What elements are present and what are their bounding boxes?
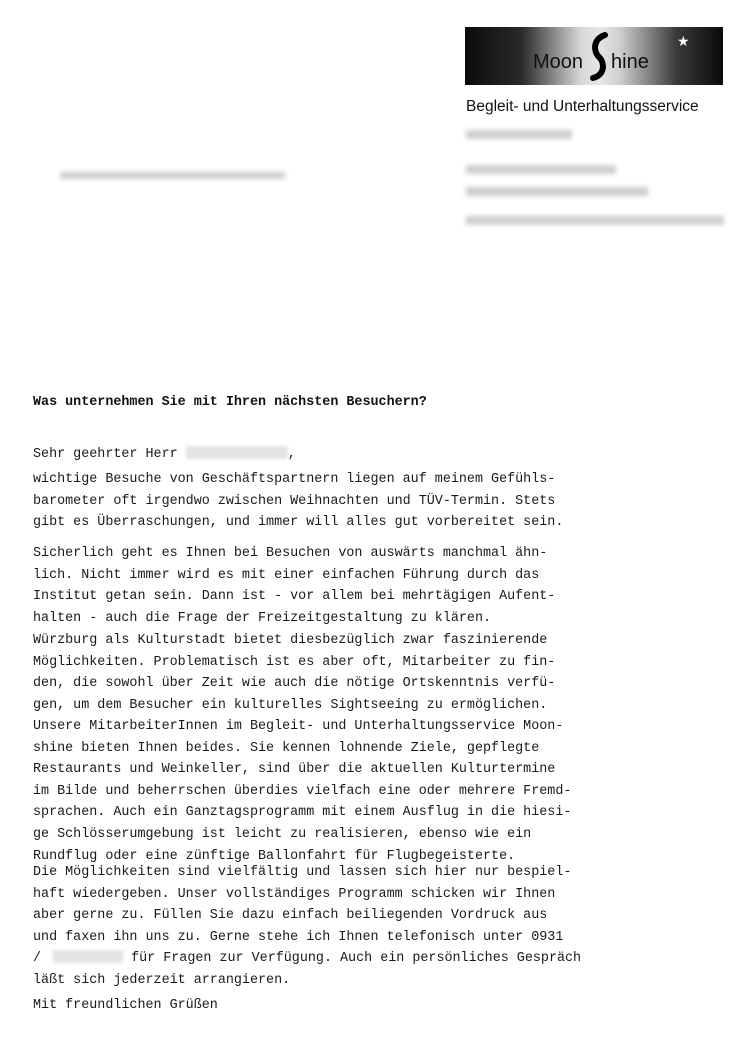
redacted-street: [466, 216, 724, 225]
paragraph-1: wichtige Besuche von Geschäftspartnern liegen auf meinem Gefühls- barometer oft irgendwo zwischen Weihnachten und TÜV-Termin. Stets gibt es Überraschungen, und immer will alles gut vorbereitet sein.: [33, 472, 564, 531]
star-icon: ★: [677, 33, 690, 49]
redacted-phone-number: [53, 950, 123, 963]
redacted-recipient-name: [186, 446, 288, 459]
paragraph-3: Würzburg als Kulturstadt bietet diesbezüglich zwar faszinierende Möglichkeiten. Problematisch ist es aber oft, Mitarbeiter zu fin- den, die sowohl über Zeit wie auch die nötige Ortskenntnis verfü- gen, um dem Besucher ein kulturelles Sightseeing zu ermöglichen.: [33, 633, 556, 713]
redacted-mobile: [466, 187, 648, 196]
salutation-prefix: Sehr geehrter Herr: [33, 447, 178, 462]
paragraph-5-part1: Die Möglichkeiten sind vielfältig und lassen sich hier nur bespiel- haft wiedergeben. Unser vollständiges Programm schicken wir Ihnen aber gerne zu. Füllen Sie dazu einfach beiliegenden Vordruck aus und faxen ihn uns zu. Gerne stehe ich Ihnen telefonisch unter 0931 /: [33, 865, 572, 967]
logo-word-shine: hine: [611, 51, 649, 73]
paragraph-5-part2: für Fragen zur Verfügung. Auch ein persönliches Gespräch läßt sich jederzeit arrangieren.: [33, 951, 582, 988]
salutation: [33, 446, 296, 462]
redacted-phone: [466, 165, 616, 174]
salutation-comma: ,: [287, 447, 296, 462]
letter-heading: Was unternehmen Sie mit Ihren nächsten Besuchern?: [33, 395, 427, 410]
paragraph-5: [33, 862, 581, 992]
logo-word-moon: Moon: [533, 51, 584, 73]
letterhead-tagline: Begleit- und Unterhaltungsservice: [466, 98, 699, 115]
redacted-sender-line: [60, 172, 285, 179]
logo-swash-s: [589, 31, 609, 81]
redacted-contact-name: [466, 130, 572, 139]
paragraph-2: Sicherlich geht es Ihnen bei Besuchen von auswärts manchmal ähn- lich. Nicht immer wird es mit einer einfachen Führung durch das Institut getan sein. Dann ist - vor allem bei mehrtägigen Aufent- halten - auch die Frage der Freizeitgestaltung zu klären.: [33, 546, 556, 626]
moonshine-logo: [465, 27, 723, 85]
closing: Mit freundlichen Grüßen: [33, 998, 218, 1013]
paragraph-4: Unsere MitarbeiterInnen im Begleit- und Unterhaltungsservice Moon- shine bieten Ihnen beides. Sie kennen lohnende Ziele, gepflegte Restaurants und Weinkeller, sind über die aktuellen Kulturtermine im Bilde und beherrschen überdies vielfach eine oder mehrere Fremd- sprachen. Auch ein Ganztagsprogramm mit einem Ausflug in die hiesi- ge Schlösserumgebung ist leicht zu realisieren, ebenso wie ein Rundflug oder eine zünftige Ballonfahrt für Flugbegeisterte.: [33, 719, 572, 864]
